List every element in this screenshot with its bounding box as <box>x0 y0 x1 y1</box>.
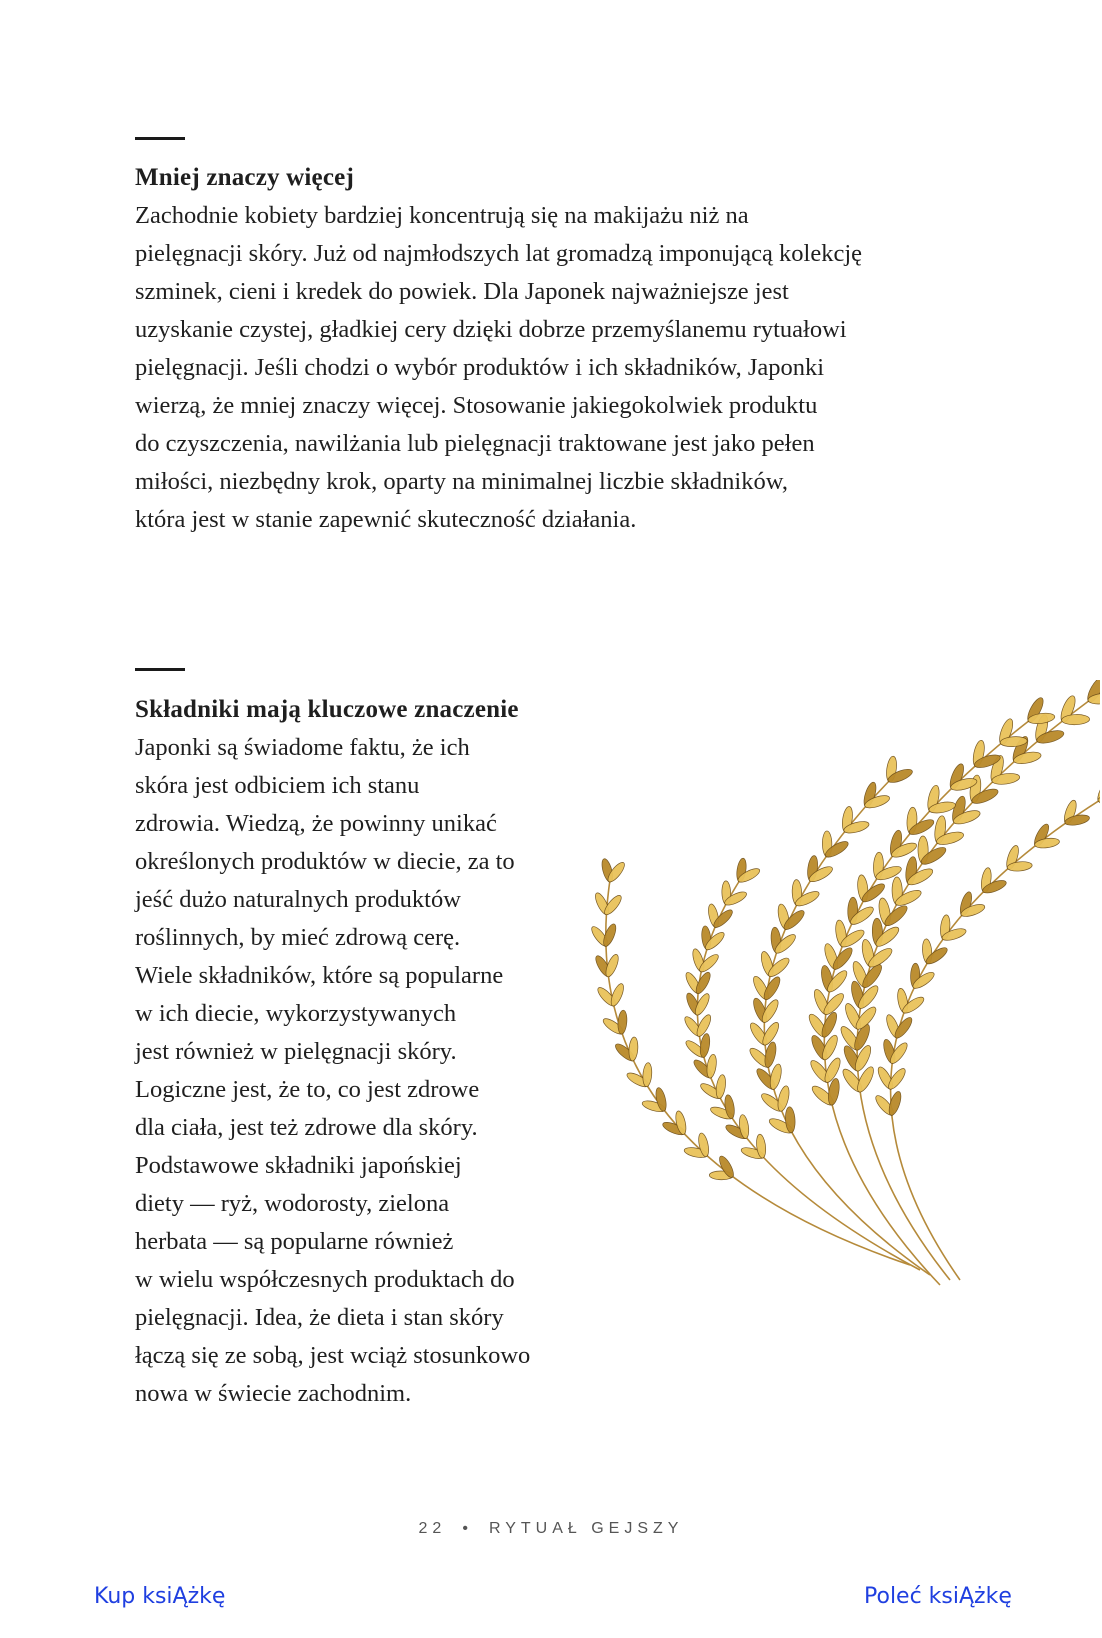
rice-grain <box>628 1037 639 1062</box>
text-line: nowa w świecie zachodnim. <box>135 1380 412 1407</box>
text-line: w wielu współczesnych produktach do <box>135 1266 515 1293</box>
text-line: Wiele składników, które są popularne <box>135 962 504 989</box>
text-line: jest również w pielęgnacji skóry. <box>135 1038 457 1065</box>
paragraph-1 <box>135 197 862 539</box>
page-footer <box>0 1520 1102 1538</box>
section-divider-2 <box>135 668 185 671</box>
text-line: herbata — są popularne również <box>135 1228 454 1255</box>
text-line: dla ciała, jest też zdrowe dla skóry. <box>135 1114 478 1141</box>
text-line: pielęgnacji. Idea, że dieta i stan skóry <box>135 1304 504 1331</box>
text-line: określonych produktów w diecie, za to <box>135 848 515 875</box>
section-heading-1: Mniej znaczy więcej <box>135 164 354 191</box>
rice-grain <box>715 1074 727 1099</box>
text-line: wierzą, że mniej znaczy więcej. Stosowanie jakiegokolwiek produktu <box>135 392 818 419</box>
text-line: skóra jest odbiciem ich stanu <box>135 772 420 799</box>
rice-grain <box>642 1062 653 1087</box>
recommend-book-link[interactable]: Poleć ksiĄżkę <box>864 1584 1012 1609</box>
page-number: 22 <box>418 1520 447 1537</box>
text-line: uzyskanie czystej, gładkiej cery dzięki dobrze przemyślanemu rytuałowi <box>135 316 847 343</box>
text-line: Japonki są świadome faktu, że ich <box>135 734 470 761</box>
text-line: Podstawowe składniki japońskiej <box>135 1152 462 1179</box>
text-line: szminek, cieni i kredek do powiek. Dla Japonek najważniejsze jest <box>135 278 789 305</box>
text-line: pielęgnacji. Jeśli chodzi o wybór produktów i ich składników, Japonki <box>135 354 825 381</box>
rice-grain <box>706 1054 718 1079</box>
paragraph-2 <box>135 729 530 1413</box>
section-heading-2: Składniki mają kluczowe znaczenie <box>135 696 519 723</box>
rice-grain <box>617 1010 628 1035</box>
rice-grain <box>699 1033 711 1058</box>
text-line: jeść dużo naturalnych produktów <box>135 886 461 913</box>
text-line: do czyszczenia, nawilżania lub pielęgnacji traktowane jest jako pełen <box>135 430 815 457</box>
text-line: łączą się ze sobą, jest wciąż stosunkowo <box>135 1342 531 1369</box>
text-line: Zachodnie kobiety bardziej koncentrują się na makijażu niż na <box>135 202 749 229</box>
text-line: diety — ryż, wodorosty, zielona <box>135 1190 450 1217</box>
footer-separator: • <box>462 1520 473 1537</box>
text-line: zdrowia. Wiedzą, że powinny unikać <box>135 810 497 837</box>
text-line: roślinnych, by mieć zdrową cerę. <box>135 924 461 951</box>
text-line: w ich diecie, wykorzystywanych <box>135 1000 457 1027</box>
text-line: która jest w stanie zapewnić skuteczność działania. <box>135 506 637 533</box>
buy-book-link[interactable]: Kup ksiĄżkę <box>94 1584 226 1609</box>
section-divider-1 <box>135 137 185 140</box>
text-line: pielęgnacji skóry. Już od najmłodszych lat gromadzą imponującą kolekcję <box>135 240 863 267</box>
text-line: miłości, niezbędny krok, oparty na minimalnej liczbie składników, <box>135 468 788 495</box>
book-title: RYTUAŁ GEJSZY <box>488 1520 684 1537</box>
rice-plant-illustration <box>590 680 1100 1340</box>
text-line: Logiczne jest, że to, co jest zdrowe <box>135 1076 480 1103</box>
